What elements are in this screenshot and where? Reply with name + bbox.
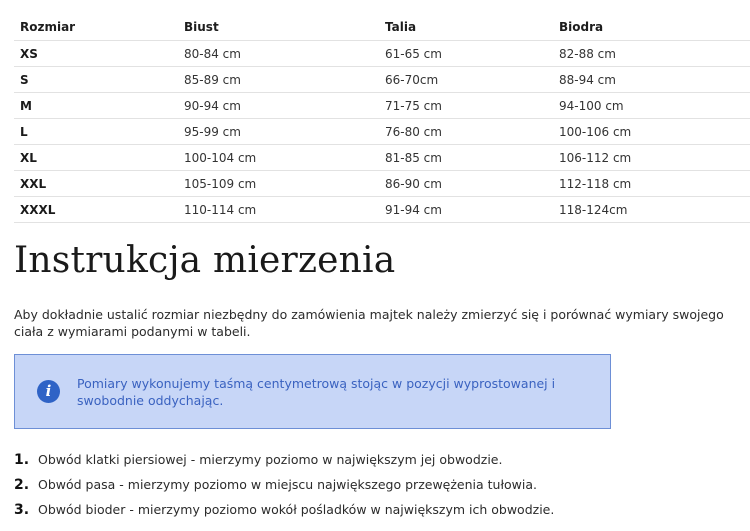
list-item <box>14 472 734 497</box>
header-hips: Biodra <box>553 14 750 41</box>
step-text: Obwód pasa - mierzymy poziomo w miejscu największego przewężenia tułowia. <box>38 477 537 492</box>
waist-cell: 86-90 cm <box>379 171 553 197</box>
bust-cell: 105-109 cm <box>178 171 379 197</box>
waist-cell: 91-94 cm <box>379 197 553 223</box>
hips-cell: 112-118 cm <box>553 171 750 197</box>
size-cell: M <box>14 93 178 119</box>
step-number: 3. <box>14 501 30 518</box>
bust-cell: 80-84 cm <box>178 41 379 67</box>
size-table <box>14 14 750 223</box>
step-number: 2. <box>14 476 30 493</box>
hips-cell: 94-100 cm <box>553 93 750 119</box>
list-item <box>14 497 734 522</box>
measurement-notice <box>14 354 611 429</box>
table-row <box>14 93 750 119</box>
step-number: 1. <box>14 451 30 468</box>
bust-cell: 100-104 cm <box>178 145 379 171</box>
size-cell: XXXL <box>14 197 178 223</box>
hips-cell: 106-112 cm <box>553 145 750 171</box>
hips-cell: 100-106 cm <box>553 119 750 145</box>
waist-cell: 76-80 cm <box>379 119 553 145</box>
size-cell: L <box>14 119 178 145</box>
bust-cell: 85-89 cm <box>178 67 379 93</box>
info-icon: i <box>37 380 60 403</box>
waist-cell: 61-65 cm <box>379 41 553 67</box>
waist-cell: 71-75 cm <box>379 93 553 119</box>
header-bust: Biust <box>178 14 379 41</box>
table-row <box>14 67 750 93</box>
notice-text: Pomiary wykonujemy taśmą centymetrową stojąc w pozycji wyprostowanej i swobodnie oddychając. <box>77 376 556 408</box>
size-cell: XL <box>14 145 178 171</box>
table-row <box>14 41 750 67</box>
table-row <box>14 145 750 171</box>
table-header-row <box>14 14 750 41</box>
hips-cell: 88-94 cm <box>553 67 750 93</box>
intro-paragraph: Aby dokładnie ustalić rozmiar niezbędny do zamówienia majtek należy zmierzyć się i porównać wymiary swojego ciała z wymiarami podanymi w tabeli. <box>14 307 724 339</box>
size-cell: S <box>14 67 178 93</box>
bust-cell: 90-94 cm <box>178 93 379 119</box>
header-waist: Talia <box>379 14 553 41</box>
waist-cell: 66-70cm <box>379 67 553 93</box>
measurement-steps <box>14 447 734 522</box>
table-row <box>14 197 750 223</box>
bust-cell: 110-114 cm <box>178 197 379 223</box>
section-title: Instrukcja mierzenia <box>14 240 396 281</box>
table-row <box>14 171 750 197</box>
header-size: Rozmiar <box>14 14 178 41</box>
step-text: Obwód klatki piersiowej - mierzymy poziomo w największym jej obwodzie. <box>38 452 503 467</box>
size-cell: XS <box>14 41 178 67</box>
bust-cell: 95-99 cm <box>178 119 379 145</box>
step-text: Obwód bioder - mierzymy poziomo wokół pośladków w największym ich obwodzie. <box>38 502 555 517</box>
hips-cell: 82-88 cm <box>553 41 750 67</box>
hips-cell: 118-124cm <box>553 197 750 223</box>
size-cell: XXL <box>14 171 178 197</box>
waist-cell: 81-85 cm <box>379 145 553 171</box>
table-row <box>14 119 750 145</box>
list-item <box>14 447 734 472</box>
